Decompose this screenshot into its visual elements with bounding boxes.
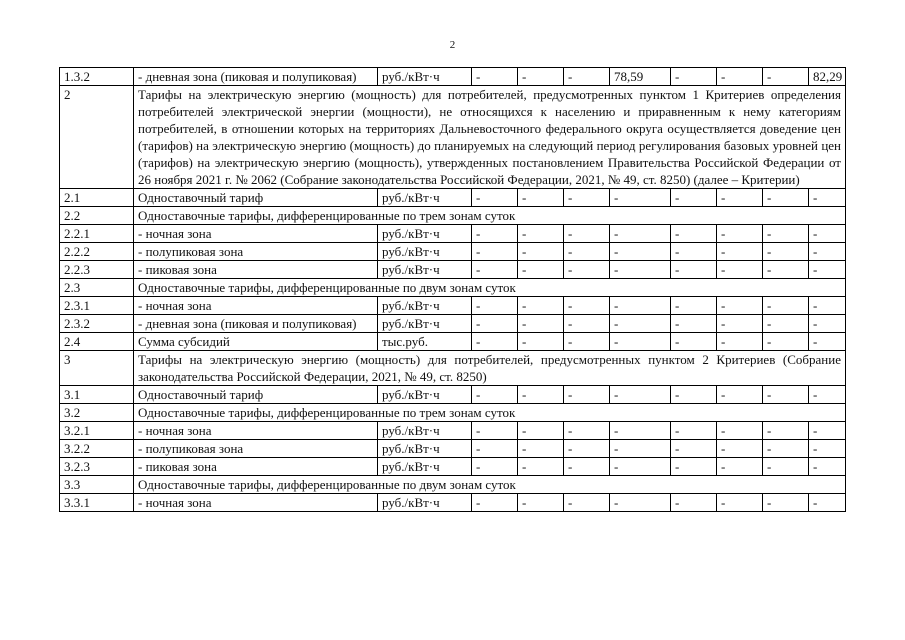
section-row [60, 476, 846, 494]
row-number: 2.1 [60, 189, 134, 207]
value-cell: - [518, 458, 564, 476]
row-number: 2.3 [60, 279, 134, 297]
value-cell: - [717, 225, 763, 243]
table-body [60, 68, 846, 512]
value-cell: - [564, 297, 610, 315]
value-cell: - [564, 440, 610, 458]
row-unit: руб./кВт·ч [378, 440, 472, 458]
row-name: - ночная зона [134, 494, 378, 512]
table-row [60, 189, 846, 207]
section-row [60, 404, 846, 422]
value-cell: - [809, 297, 846, 315]
section-title: Тарифы на электрическую энергию (мощность) для потребителей, предусмотренных пунктом 1 Критериев определения потребителей электрической энергии (мощности), не относящихся к населению и приравненным к нему категориям потребителей, в отношении которых на территориях Дальневосточного федерального округа осуществляется доведение цен (тарифов) на электрическую энергию (мощность) до планируемых на следующий период регулирования базовых уровней цен (тарифов) на электрическую энергию (мощность), утвержденных постановлением Правительства Российской Федерации от 26 ноября 2021 г. № 2062 (Собрание законодательства Российской Федерации, 2021, № 49, ст. 8250) (далее – Критерии) [134, 86, 846, 189]
row-name: - ночная зона [134, 422, 378, 440]
section-row [60, 351, 846, 386]
value-cell: - [809, 333, 846, 351]
row-name: - полупиковая зона [134, 243, 378, 261]
value-cell: - [717, 189, 763, 207]
value-cell: - [671, 297, 717, 315]
row-name: - дневная зона (пиковая и полупиковая) [134, 315, 378, 333]
value-cell: - [671, 494, 717, 512]
row-number: 2.2.3 [60, 261, 134, 279]
value-cell: - [717, 261, 763, 279]
value-cell: - [472, 440, 518, 458]
value-cell: - [472, 315, 518, 333]
row-name: Одноставочный тариф [134, 189, 378, 207]
table-row [60, 315, 846, 333]
value-cell: - [671, 386, 717, 404]
value-cell: - [809, 261, 846, 279]
value-cell: - [518, 422, 564, 440]
value-cell: - [564, 386, 610, 404]
value-cell: - [671, 68, 717, 86]
value-cell: - [518, 315, 564, 333]
value-cell: - [809, 440, 846, 458]
table-row [60, 225, 846, 243]
row-number: 3.2 [60, 404, 134, 422]
row-name: - пиковая зона [134, 261, 378, 279]
value-cell: - [564, 225, 610, 243]
value-cell: - [564, 458, 610, 476]
value-cell: - [610, 440, 671, 458]
value-cell: - [610, 333, 671, 351]
value-cell: - [717, 386, 763, 404]
table-row [60, 261, 846, 279]
value-cell: - [809, 225, 846, 243]
value-cell: - [564, 68, 610, 86]
value-cell: - [717, 243, 763, 261]
value-cell: - [472, 243, 518, 261]
row-number: 2.2.1 [60, 225, 134, 243]
value-cell: - [763, 68, 809, 86]
value-cell: - [472, 261, 518, 279]
row-number: 3.2.1 [60, 422, 134, 440]
row-unit: руб./кВт·ч [378, 386, 472, 404]
value-cell: - [763, 458, 809, 476]
value-cell: - [472, 189, 518, 207]
table-row [60, 494, 846, 512]
value-cell: - [472, 458, 518, 476]
row-unit: руб./кВт·ч [378, 422, 472, 440]
value-cell: - [671, 333, 717, 351]
value-cell: - [518, 386, 564, 404]
row-number: 2 [60, 86, 134, 189]
section-title: Одноставочные тарифы, дифференцированные по двум зонам суток [134, 476, 846, 494]
value-cell: - [763, 297, 809, 315]
value-cell: - [610, 261, 671, 279]
row-unit: руб./кВт·ч [378, 315, 472, 333]
row-number: 3 [60, 351, 134, 386]
section-row [60, 207, 846, 225]
row-number: 2.2 [60, 207, 134, 225]
value-cell: - [763, 243, 809, 261]
value-cell: - [717, 458, 763, 476]
row-unit: руб./кВт·ч [378, 297, 472, 315]
value-cell: - [717, 315, 763, 333]
row-number: 1.3.2 [60, 68, 134, 86]
row-name: - пиковая зона [134, 458, 378, 476]
row-name: - ночная зона [134, 225, 378, 243]
section-title: Одноставочные тарифы, дифференцированные по трем зонам суток [134, 404, 846, 422]
value-cell: - [717, 422, 763, 440]
value-cell: - [763, 386, 809, 404]
row-number: 3.3 [60, 476, 134, 494]
value-cell: - [671, 189, 717, 207]
value-cell: - [610, 297, 671, 315]
value-cell: - [472, 297, 518, 315]
value-cell: - [564, 494, 610, 512]
value-cell: - [518, 494, 564, 512]
value-cell: - [671, 315, 717, 333]
value-cell: - [472, 494, 518, 512]
row-number: 3.2.3 [60, 458, 134, 476]
row-number: 2.4 [60, 333, 134, 351]
value-cell: - [809, 189, 846, 207]
value-cell: - [564, 243, 610, 261]
row-number: 2.3.2 [60, 315, 134, 333]
value-cell: - [763, 315, 809, 333]
value-cell: - [564, 315, 610, 333]
value-cell: - [518, 261, 564, 279]
value-cell: - [564, 189, 610, 207]
table-row [60, 386, 846, 404]
value-cell: - [518, 68, 564, 86]
table-row [60, 333, 846, 351]
value-cell: - [610, 458, 671, 476]
row-number: 3.1 [60, 386, 134, 404]
row-name: - полупиковая зона [134, 440, 378, 458]
value-cell: - [518, 440, 564, 458]
section-title: Одноставочные тарифы, дифференцированные по двум зонам суток [134, 279, 846, 297]
value-cell: - [809, 458, 846, 476]
row-unit: руб./кВт·ч [378, 261, 472, 279]
value-cell: - [610, 494, 671, 512]
value-cell: - [763, 333, 809, 351]
value-cell: - [671, 458, 717, 476]
row-number: 3.3.1 [60, 494, 134, 512]
value-cell: - [610, 422, 671, 440]
value-cell: - [763, 440, 809, 458]
value-cell: - [518, 189, 564, 207]
value-cell: - [809, 315, 846, 333]
row-name: Одноставочный тариф [134, 386, 378, 404]
row-number: 3.2.2 [60, 440, 134, 458]
value-cell: - [671, 243, 717, 261]
row-unit: руб./кВт·ч [378, 458, 472, 476]
value-cell: - [671, 225, 717, 243]
row-unit: руб./кВт·ч [378, 68, 472, 86]
value-cell: - [763, 261, 809, 279]
value-cell: - [472, 422, 518, 440]
value-cell: - [671, 261, 717, 279]
value-cell: - [717, 68, 763, 86]
value-cell: - [717, 297, 763, 315]
value-cell: - [564, 422, 610, 440]
value-cell: - [564, 333, 610, 351]
section-title: Тарифы на электрическую энергию (мощность) для потребителей, предусмотренных пунктом 2 Критериев (Собрание законодательства Российской Федерации, 2021, № 49, ст. 8250) [134, 351, 846, 386]
value-cell: 82,29 [809, 68, 846, 86]
value-cell: - [809, 422, 846, 440]
value-cell: - [610, 243, 671, 261]
row-name: - ночная зона [134, 297, 378, 315]
value-cell: - [610, 225, 671, 243]
row-unit: руб./кВт·ч [378, 225, 472, 243]
value-cell: - [518, 297, 564, 315]
table-row [60, 68, 846, 86]
value-cell: - [763, 494, 809, 512]
value-cell: - [518, 243, 564, 261]
value-cell: - [763, 422, 809, 440]
row-number: 2.2.2 [60, 243, 134, 261]
value-cell: - [610, 386, 671, 404]
value-cell: - [518, 333, 564, 351]
table-row [60, 440, 846, 458]
value-cell: - [809, 494, 846, 512]
table-row [60, 422, 846, 440]
row-number: 2.3.1 [60, 297, 134, 315]
row-name: Сумма субсидий [134, 333, 378, 351]
row-unit: руб./кВт·ч [378, 494, 472, 512]
row-unit: тыс.руб. [378, 333, 472, 351]
section-row [60, 279, 846, 297]
section-row [60, 86, 846, 189]
value-cell: - [518, 225, 564, 243]
value-cell: - [717, 440, 763, 458]
table-row [60, 297, 846, 315]
value-cell: - [472, 333, 518, 351]
value-cell: - [809, 386, 846, 404]
table-row [60, 458, 846, 476]
row-name: - дневная зона (пиковая и полупиковая) [134, 68, 378, 86]
value-cell: - [809, 243, 846, 261]
value-cell: - [472, 225, 518, 243]
page-number: 2 [449, 39, 456, 51]
row-unit: руб./кВт·ч [378, 189, 472, 207]
value-cell: - [763, 225, 809, 243]
value-cell: - [472, 68, 518, 86]
row-unit: руб./кВт·ч [378, 243, 472, 261]
value-cell: - [610, 315, 671, 333]
value-cell: 78,59 [610, 68, 671, 86]
value-cell: - [717, 333, 763, 351]
table-row [60, 243, 846, 261]
value-cell: - [564, 261, 610, 279]
tariff-table [59, 67, 846, 512]
value-cell: - [671, 440, 717, 458]
value-cell: - [763, 189, 809, 207]
value-cell: - [610, 189, 671, 207]
value-cell: - [717, 494, 763, 512]
value-cell: - [671, 422, 717, 440]
section-title: Одноставочные тарифы, дифференцированные по трем зонам суток [134, 207, 846, 225]
value-cell: - [472, 386, 518, 404]
